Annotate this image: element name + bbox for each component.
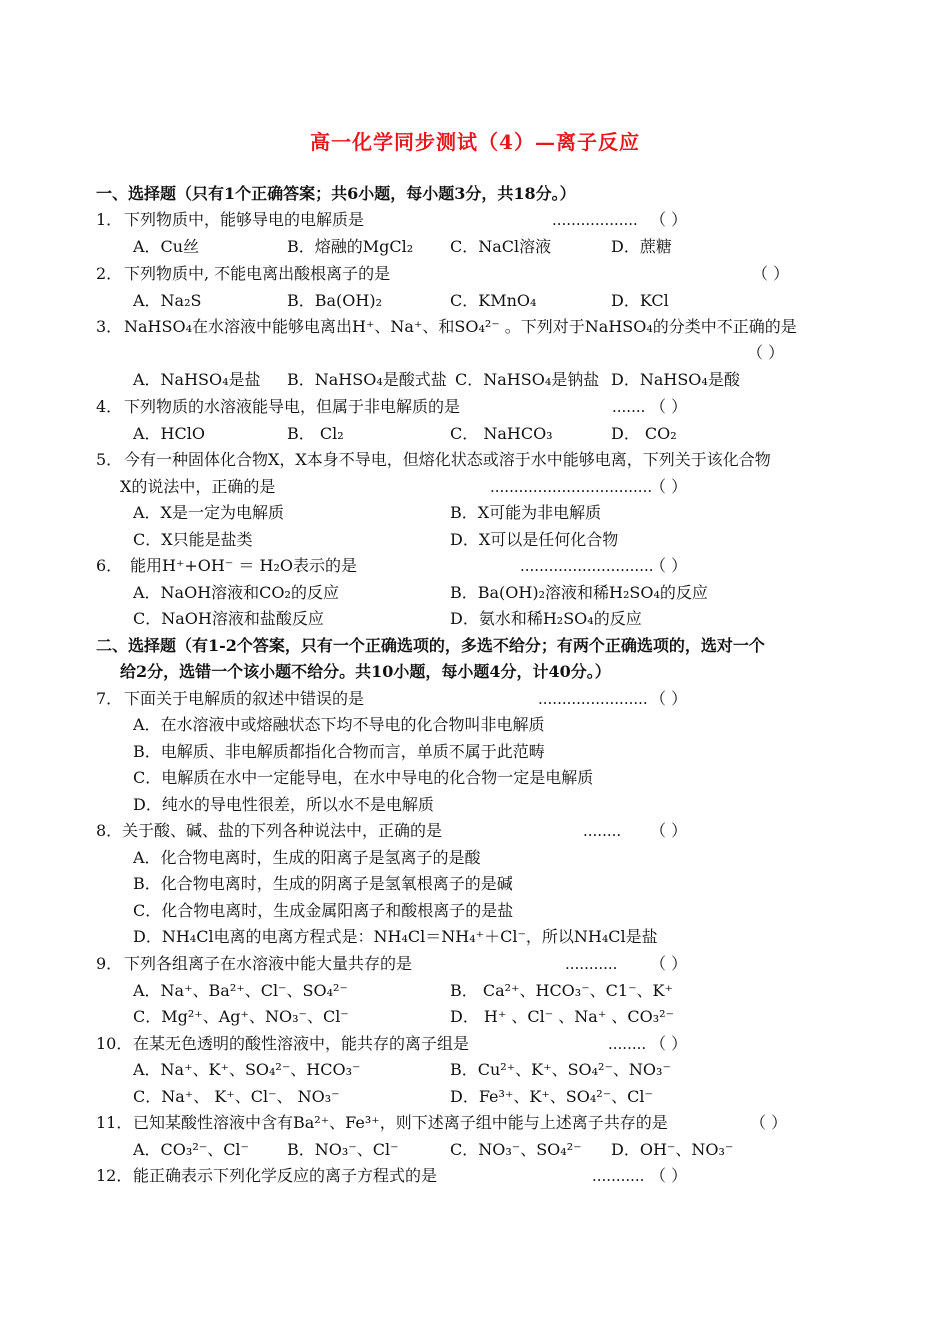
option-c: C．化合物电离时，生成金属阳离子和酸根离子的是盐	[133, 901, 514, 920]
question-text: 已知某酸性溶液中含有Ba²⁺、Fe³⁺，则下述离子组中能与上述离子共存的是	[133, 1113, 668, 1132]
option-c: C．Na⁺、 K⁺、Cl⁻、 NO₃⁻	[133, 1087, 340, 1106]
option-d: D．NaHSO₄是酸	[611, 370, 740, 389]
question-number: 1．	[96, 210, 123, 229]
question-number: 8．	[96, 821, 123, 840]
option-d: D．X可以是任何化合物	[450, 530, 619, 549]
question-number: 10．	[96, 1034, 133, 1053]
question-number: 9．	[96, 954, 123, 973]
option-a: A．NaOH溶液和CO₂的反应	[133, 583, 339, 602]
answer-bracket[interactable]: （ ）	[747, 343, 785, 362]
answer-bracket[interactable]: （ ）	[650, 1034, 688, 1053]
option-d: D．蔗糖	[611, 237, 672, 256]
question-text: 下列物质中，能够导电的电解质是	[124, 210, 365, 229]
option-a: A．CO₃²⁻、Cl⁻	[133, 1140, 249, 1159]
option-d: D．NH₄Cl电离的电离方程式是：NH₄Cl＝NH₄⁺＋Cl⁻，所以NH₄Cl是盐	[133, 927, 658, 946]
leader-dots: ............................	[520, 557, 654, 575]
option-c: C．NaCl溶液	[450, 237, 552, 256]
question-number: 2．	[96, 264, 123, 283]
option-d: D．KCl	[611, 291, 669, 310]
answer-bracket[interactable]: （ ）	[650, 556, 688, 575]
answer-bracket[interactable]: （ ）	[750, 1113, 788, 1132]
question-text: 关于酸、碱、盐的下列各种说法中，正确的是	[122, 821, 443, 840]
question-text: 能正确表示下列化学反应的离子方程式的是	[133, 1166, 438, 1185]
question-number: 4．	[96, 397, 123, 416]
option-a: A．Cu丝	[133, 237, 200, 256]
option-b: B．NaHSO₄是酸式盐	[287, 370, 447, 389]
option-a: A．Na⁺、K⁺、SO₄²⁻、HCO₃⁻	[133, 1060, 361, 1079]
leader-dots: .......	[612, 398, 646, 416]
question-number: 7．	[96, 689, 123, 708]
answer-bracket[interactable]: （ ）	[650, 954, 688, 973]
option-c: C．电解质在水中一定能导电，在水中导电的化合物一定是电解质	[133, 768, 594, 787]
option-a: A．化合物电离时，生成的阳离子是氢离子的是酸	[133, 848, 481, 867]
question-number: 11．	[96, 1113, 133, 1132]
option-a: A．在水溶液中或熔融状态下均不导电的化合物叫非电解质	[133, 715, 545, 734]
answer-bracket[interactable]: （ ）	[752, 264, 790, 283]
option-b: B．NO₃⁻、Cl⁻	[287, 1140, 399, 1159]
question-number: 3．	[96, 317, 123, 336]
option-c: C．NaOH溶液和盐酸反应	[133, 609, 324, 628]
question-text: 下列物质的水溶液能导电，但属于非电解质的是	[124, 397, 461, 416]
question-text: 下面关于电解质的叙述中错误的是	[124, 689, 365, 708]
answer-bracket[interactable]: （ ）	[650, 689, 688, 708]
leader-dots: .......................	[538, 690, 648, 708]
option-d: D． CO₂	[611, 424, 677, 443]
option-a: A．Na⁺、Ba²⁺、Cl⁻、SO₄²⁻	[133, 981, 348, 1000]
leader-dots: ..................	[552, 211, 638, 229]
answer-bracket[interactable]: （ ）	[650, 821, 688, 840]
question-number: 12．	[96, 1166, 133, 1185]
answer-bracket[interactable]: （ ）	[650, 477, 688, 496]
leader-dots: ........	[608, 1035, 647, 1053]
option-b: B．电解质、非电解质都指化合物而言，单质不属于此范畴	[133, 742, 545, 761]
question-text-continued: X的说法中，正确的是	[120, 477, 276, 496]
question-text: 在某无色透明的酸性溶液中，能共存的离子组是	[133, 1034, 470, 1053]
option-b: B．Cu²⁺、K⁺、SO₄²⁻、NO₃⁻	[450, 1060, 671, 1079]
question-text: 下列物质中, 不能电离出酸根离子的是	[124, 264, 391, 283]
option-a: A．HClO	[133, 424, 205, 443]
answer-bracket[interactable]: （ ）	[650, 1166, 688, 1185]
section-2-heading: 二、选择题（有1-2个答案，只有一个正确选项的，多选不给分；有两个正确选项的，选对一个	[96, 636, 765, 655]
section-2-heading-continued: 给2分，选错一个该小题不给分。共10小题，每小题4分，计40分。）	[120, 662, 611, 681]
option-d: D．纯水的导电性很差，所以水不是电解质	[133, 795, 434, 814]
option-b: B．Ba(OH)₂溶液和稀H₂SO₄的反应	[450, 583, 708, 602]
option-c: C．KMnO₄	[450, 291, 537, 310]
question-number: 6．	[96, 556, 123, 575]
page-title: 高一化学同步测试（4）—离子反应	[310, 130, 640, 154]
answer-bracket[interactable]: （ ）	[650, 210, 688, 229]
leader-dots: ...........	[565, 955, 618, 973]
option-b: B．X可能为非电解质	[450, 503, 602, 522]
option-d: D．氨水和稀H₂SO₄的反应	[450, 609, 642, 628]
question-number: 5．	[96, 450, 123, 469]
option-c: C．Mg²⁺、Ag⁺、NO₃⁻、Cl⁻	[133, 1007, 349, 1026]
option-c: C．NO₃⁻、SO₄²⁻	[450, 1140, 582, 1159]
leader-dots: ........	[583, 822, 622, 840]
option-c: C．NaHSO₄是钠盐	[455, 370, 600, 389]
option-a: A．X是一定为电解质	[133, 503, 284, 522]
option-b: B．熔融的MgCl₂	[287, 237, 414, 256]
section-1-heading: 一、选择题（只有1个正确答案；共6小题，每小题3分，共18分。）	[96, 184, 576, 203]
option-b: B． Cl₂	[287, 424, 344, 443]
answer-bracket[interactable]: （ ）	[650, 397, 688, 416]
option-b: B．Ba(OH)₂	[287, 291, 383, 310]
option-c: C． NaHCO₃	[450, 424, 553, 443]
question-text: NaHSO₄在水溶液中能够电离出H⁺、Na⁺、和SO₄²⁻ 。下列对于NaHSO₄的分类中不正确的是	[124, 317, 797, 336]
option-a: A．NaHSO₄是盐	[133, 370, 261, 389]
question-text: 能用H⁺+OH⁻ ＝ H₂O表示的是	[130, 556, 357, 575]
option-b: B．化合物电离时，生成的阴离子是氢氧根离子的是碱	[133, 874, 513, 893]
option-a: A．Na₂S	[133, 291, 202, 310]
option-c: C．X只能是盐类	[133, 530, 253, 549]
option-d: D．Fe³⁺、K⁺、SO₄²⁻、Cl⁻	[450, 1087, 653, 1106]
option-d: D．OH⁻、NO₃⁻	[611, 1140, 734, 1159]
leader-dots: ..................................	[490, 478, 653, 496]
question-text: 今有一种固体化合物X，X本身不导电，但熔化状态或溶于水中能够电离，下列关于该化合物	[124, 450, 771, 469]
option-d: D． H⁺ 、Cl⁻ 、Na⁺ 、CO₃²⁻	[450, 1007, 674, 1026]
leader-dots: ...........	[592, 1167, 645, 1185]
option-b: B． Ca²⁺、HCO₃⁻、C1⁻、K⁺	[450, 981, 673, 1000]
question-text: 下列各组离子在水溶液中能大量共存的是	[124, 954, 413, 973]
